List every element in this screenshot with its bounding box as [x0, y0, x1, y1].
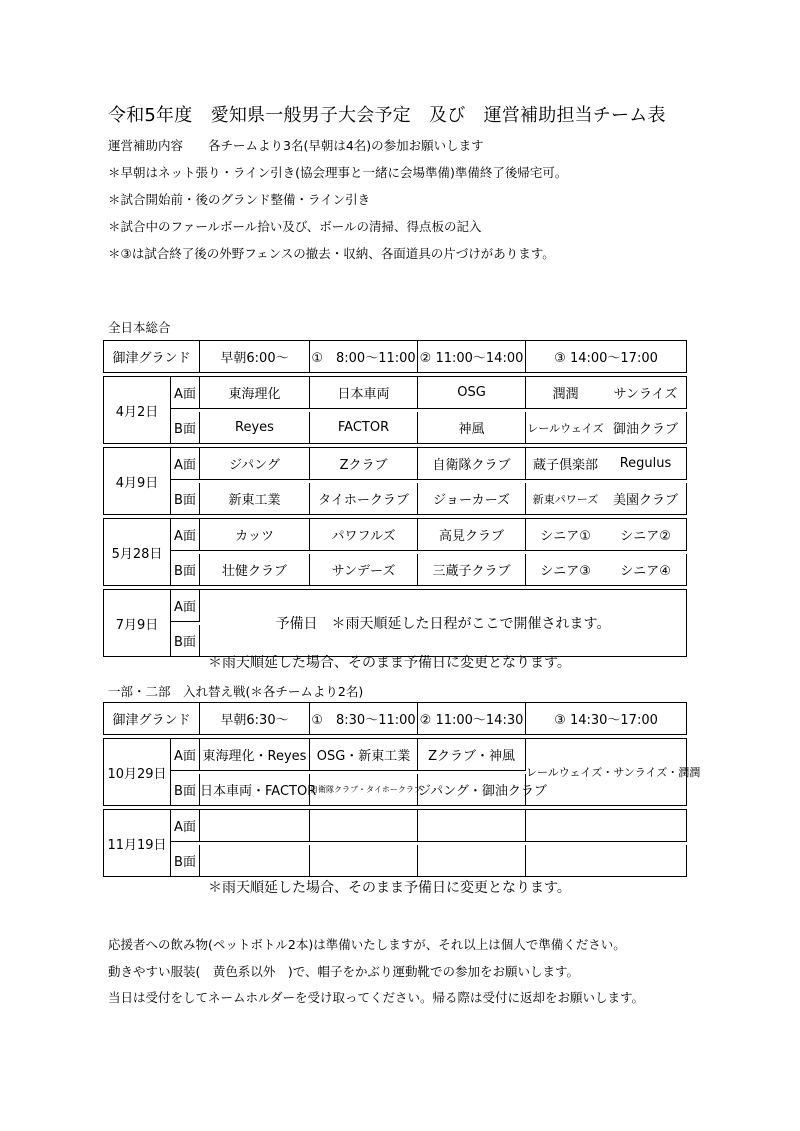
slot-header-3: ③ 14:00～17:00 [526, 340, 687, 373]
court-label: A面 [171, 376, 200, 409]
rain-note: ＊雨天順延した場合、そのまま予備日に変更となります。 [208, 880, 571, 896]
header-row [103, 340, 687, 373]
team-cell: 神風 [418, 412, 526, 444]
team-cell [310, 809, 418, 842]
team-cell: 御油クラブ [605, 412, 687, 444]
team-cell [200, 845, 310, 877]
team-cell: パワフルズ [310, 518, 418, 551]
table-row [103, 518, 687, 551]
footer-line: 応援者への飲み物(ペットボトル2本)は準備いたしますが、それ以上は個人で準備ください。 [108, 937, 626, 952]
table-row [103, 447, 687, 480]
team-cell: 自衛隊クラブ [418, 447, 526, 480]
team-cell: 蔵子倶楽部 [526, 447, 605, 480]
table-row [103, 738, 687, 771]
slot-header-1: ① 8:00～11:00 [310, 340, 418, 373]
section-label-promotion: 一部・二部 入れ替え戦(＊各チームより2名) [108, 684, 364, 699]
table-row [103, 845, 687, 877]
table-row [103, 376, 687, 409]
footer-line: 動きやすい服装( 黄色系以外 )で、帽子をかぶり運動靴での参加をお願いします。 [108, 964, 580, 979]
team-cell: シニア② [605, 518, 687, 551]
note-line: ＊早朝はネット張り・ライン引き(協会理事と一緒に会場準備)準備終了後帰宅可。 [108, 165, 568, 180]
table-row [103, 554, 687, 586]
team-cell: Zクラブ・神風 [418, 738, 526, 771]
venue-header: 御津グランド [103, 340, 200, 373]
slot-header-2: ② 11:00～14:00 [418, 340, 526, 373]
slot-header-early: 早朝6:00～ [200, 340, 310, 373]
note-line: 運営補助内容 各チームより3名(早朝は4名)の参加お願いします [108, 138, 484, 153]
date-cell: 11月19日 [103, 809, 171, 877]
team-cell: OSG [418, 376, 526, 409]
team-cell: シニア① [526, 518, 605, 551]
team-cell: シニア④ [605, 554, 687, 586]
section-label-all-japan: 全日本総合 [108, 320, 171, 335]
team-cell: 潤潤 [526, 376, 605, 409]
team-cell [526, 809, 687, 842]
court-label: B面 [171, 625, 200, 657]
court-label: A面 [171, 518, 200, 551]
date-cell: 10月29日 [103, 738, 171, 806]
team-cell: 新東パワーズ [526, 483, 605, 515]
team-cell: ジパング・御油クラブ [418, 774, 526, 806]
team-cell: 新東工業 [200, 483, 310, 515]
table-row [103, 412, 687, 444]
date-cell: 4月9日 [103, 447, 171, 515]
date-cell: 7月9日 [103, 589, 171, 657]
team-cell: 自衛隊クラブ・タイホークラブ [310, 774, 418, 806]
court-label: B面 [171, 483, 200, 515]
team-cell: 高見クラブ [418, 518, 526, 551]
footer-line: 当日は受付をしてネームホルダーを受け取ってください。帰る際は受付に返却をお願いします。 [108, 990, 645, 1005]
team-cell: サンデーズ [310, 554, 418, 586]
court-label: B面 [171, 774, 200, 806]
note-line: ＊試合中のファールボール拾い及び、ボールの清掃、得点板の記入 [108, 219, 482, 234]
team-cell: タイホークラブ [310, 483, 418, 515]
team-cell: シニア③ [526, 554, 605, 586]
team-cell: Zクラブ [310, 447, 418, 480]
team-cell: 日本車両 [310, 376, 418, 409]
team-cell: 東海理化 [200, 376, 310, 409]
team-cell: ジョーカーズ [418, 483, 526, 515]
court-label: A面 [171, 447, 200, 480]
team-cell [200, 809, 310, 842]
team-cell [418, 809, 526, 842]
table-row [103, 809, 687, 842]
table-row [103, 483, 687, 515]
rain-note: ＊雨天順延した場合、そのまま予備日に変更となります。 [208, 655, 571, 671]
slot-header-1: ① 8:30～11:00 [310, 702, 418, 735]
team-cell: レールウェイズ [526, 412, 605, 444]
team-cell: 東海理化・Reyes [200, 738, 310, 771]
court-label: A面 [171, 738, 200, 771]
court-label: B面 [171, 554, 200, 586]
team-cell: OSG・新東工業 [310, 738, 418, 771]
team-cell: カッツ [200, 518, 310, 551]
team-cell [526, 845, 687, 877]
court-label: B面 [171, 845, 200, 877]
team-cell: FACTOR [310, 412, 418, 444]
court-label: B面 [171, 412, 200, 444]
page-title: 令和5年度 愛知県一般男子大会予定 及び 運営補助担当チーム表 [108, 105, 666, 126]
date-cell: 4月2日 [103, 376, 171, 444]
team-cell [310, 845, 418, 877]
slot-header-early: 早朝6:30～ [200, 702, 310, 735]
schedule-table-promotion [103, 699, 701, 880]
venue-header: 御津グランド [103, 702, 200, 735]
team-cell [418, 845, 526, 877]
team-cell: Reyes [200, 412, 310, 444]
table-row [103, 589, 687, 622]
team-cell: 三蔵子クラブ [418, 554, 526, 586]
slot-header-3: ③ 14:30～17:00 [526, 702, 687, 735]
court-label: A面 [171, 589, 200, 622]
team-cell: 美園クラブ [605, 483, 687, 515]
team-cell: Regulus [605, 447, 687, 480]
header-row [103, 702, 687, 735]
team-cell: 日本車両・FACTOR [200, 774, 310, 806]
team-cell: 壮健クラブ [200, 554, 310, 586]
slot-header-2: ② 11:00～14:30 [418, 702, 526, 735]
team-cell: サンライズ [605, 376, 687, 409]
team-cell: ジパング [200, 447, 310, 480]
date-cell: 5月28日 [103, 518, 171, 586]
note-line: ＊試合開始前・後のグランド整備・ライン引き [108, 192, 371, 207]
team-cell: レールウェイズ・サンライズ・潤潤 [526, 738, 687, 806]
reserve-day-note: 予備日 ＊雨天順延した日程がここで開催されます。 [200, 589, 687, 657]
note-line: ＊③は試合終了後の外野フェンスの撤去・収納、各面道具の片づけがあります。 [108, 246, 555, 261]
schedule-table-all-japan [103, 337, 687, 660]
court-label: A面 [171, 809, 200, 842]
